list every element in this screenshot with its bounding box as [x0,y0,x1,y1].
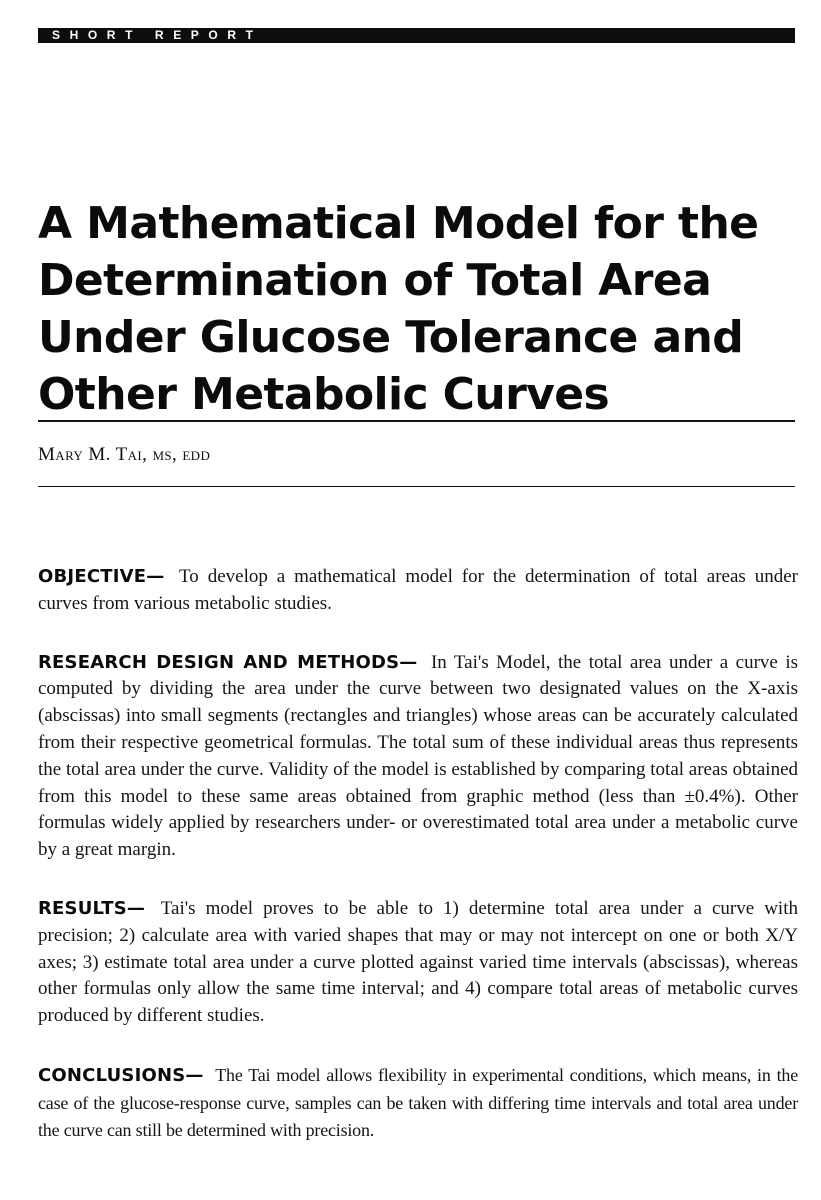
author-byline: Mary M. Tai, ms, edd [38,444,211,465]
abstract-objective [38,564,798,618]
title-divider [38,420,795,422]
methods-dash: — [399,651,418,673]
methods-text: In Tai's Model, the total area under a curve is computed by dividing the area under the curve between two designated values on the X-axis (abscissas) into small segments (rectangles and triangles) whose areas can be accurately calculated from their respective geometrical formulas. The total sum of these individual areas thus represents the total area under the curve. Validity of the model is established by comparing total areas obtained from this model to these same areas obtained from graphic method (less than ±0.4%). Other formulas widely applied by researchers under- or overestimated total area under a metabolic curve by a great margin. [38,651,798,861]
byline-divider [38,486,795,487]
abstract-results [38,896,798,1030]
results-heading: RESULTS [38,897,127,919]
conclusions-dash: — [185,1064,204,1086]
abstract-methods [38,650,798,864]
section-label-bar [38,28,795,43]
section-label: SHORT REPORT [52,28,263,42]
results-text: Tai's model proves to be able to 1) determine total area under a curve with precision; 2) calculate area with varied shapes that may or may not intercept on one or both X/Y axes; 3) estimate total area under a curve plotted against varied time intervals (abscissas), whereas other formulas only allow the same time interval; and 4) compare total areas of metabolic curves produced by different studies. [38,897,798,1027]
objective-dash: — [146,566,165,587]
methods-heading: RESEARCH DESIGN AND METHODS [38,651,400,673]
conclusions-heading: CONCLUSIONS [38,1064,186,1086]
objective-text: To develop a mathematical model for the determination of total areas under curves from various metabolic studies. [38,566,798,614]
abstract [38,564,798,1175]
conclusions-text: The Tai model allows flexibility in experimental conditions, which means, in the case of the glucose-response curve, samples can be taken with differing time intervals and total area under the curve can still be determined with precision. [38,1064,798,1140]
results-dash: — [126,897,146,919]
article-title: A Mathematical Model for the Determination of Total Area Under Glucose Tolerance and Other Metabolic Curves [38,198,759,420]
abstract-conclusions [38,1062,798,1143]
objective-heading: OBJECTIVE [38,566,147,587]
